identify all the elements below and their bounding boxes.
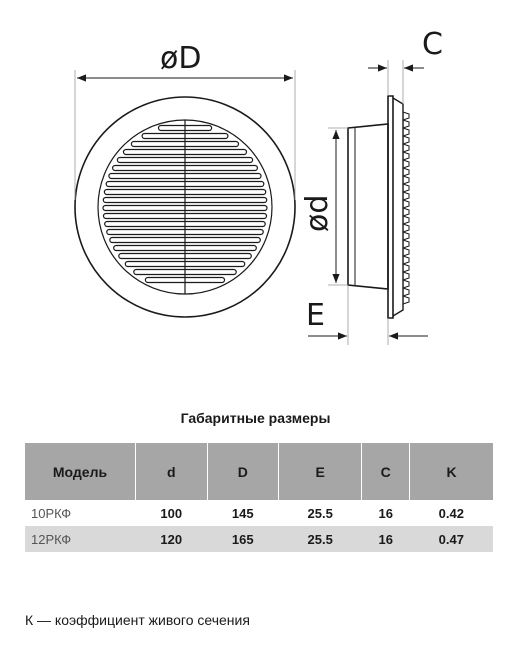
side-rib xyxy=(403,136,409,144)
side-rib xyxy=(403,232,409,240)
cell-K: 0.47 xyxy=(410,526,493,552)
side-rib xyxy=(403,280,409,288)
side-rib xyxy=(403,200,409,208)
dimension-C xyxy=(368,60,424,104)
label-C: C xyxy=(422,27,443,62)
side-rib xyxy=(403,128,409,136)
cell-D: 145 xyxy=(231,505,254,521)
front-view xyxy=(75,97,295,317)
cell-C: 16 xyxy=(378,505,393,521)
header-d: d xyxy=(136,443,208,500)
side-rib xyxy=(403,296,409,304)
cell-d: 100 xyxy=(160,505,183,521)
table-row xyxy=(25,500,493,526)
cell-D: 165 xyxy=(207,526,279,552)
side-rib xyxy=(403,144,409,152)
side-rib xyxy=(403,240,409,248)
dimension-E xyxy=(308,285,428,345)
header-E: E xyxy=(279,443,362,500)
table-header-row xyxy=(25,443,493,500)
header-C: C xyxy=(362,443,410,500)
footnote: К — коэффициент живого сечения xyxy=(25,612,250,628)
cell-C: 16 xyxy=(362,526,410,552)
cell-K: 0.42 xyxy=(438,505,464,521)
table-title: Габаритные размеры xyxy=(180,410,331,426)
label-d: ød xyxy=(300,194,335,232)
dimensions-table xyxy=(25,443,493,552)
side-rib xyxy=(403,224,409,232)
header-D: D xyxy=(207,443,279,500)
side-rib xyxy=(403,152,409,160)
cell-E: 25.5 xyxy=(307,505,333,521)
header-model: Модель xyxy=(25,443,136,500)
header-K: K xyxy=(410,443,493,500)
label-D: øD xyxy=(160,41,202,76)
side-rib xyxy=(403,168,409,176)
label-E: E xyxy=(306,298,325,333)
side-rib xyxy=(403,248,409,256)
side-rib xyxy=(403,208,409,216)
side-rib xyxy=(403,216,409,224)
side-ribs xyxy=(403,112,409,304)
side-rib xyxy=(403,160,409,168)
side-rib xyxy=(403,192,409,200)
table-row xyxy=(25,526,493,552)
side-view xyxy=(348,96,409,318)
side-rib xyxy=(403,288,409,296)
cell-model: 10РКФ xyxy=(31,505,72,521)
side-rib xyxy=(403,272,409,280)
side-rib xyxy=(403,264,409,272)
side-rib xyxy=(403,184,409,192)
side-rib xyxy=(403,256,409,264)
cell-E: 25.5 xyxy=(279,526,362,552)
cell-d: 120 xyxy=(136,526,208,552)
side-rib xyxy=(403,120,409,128)
side-rib xyxy=(403,112,409,120)
cell-model: 12РКФ xyxy=(25,526,136,552)
side-rib xyxy=(403,176,409,184)
